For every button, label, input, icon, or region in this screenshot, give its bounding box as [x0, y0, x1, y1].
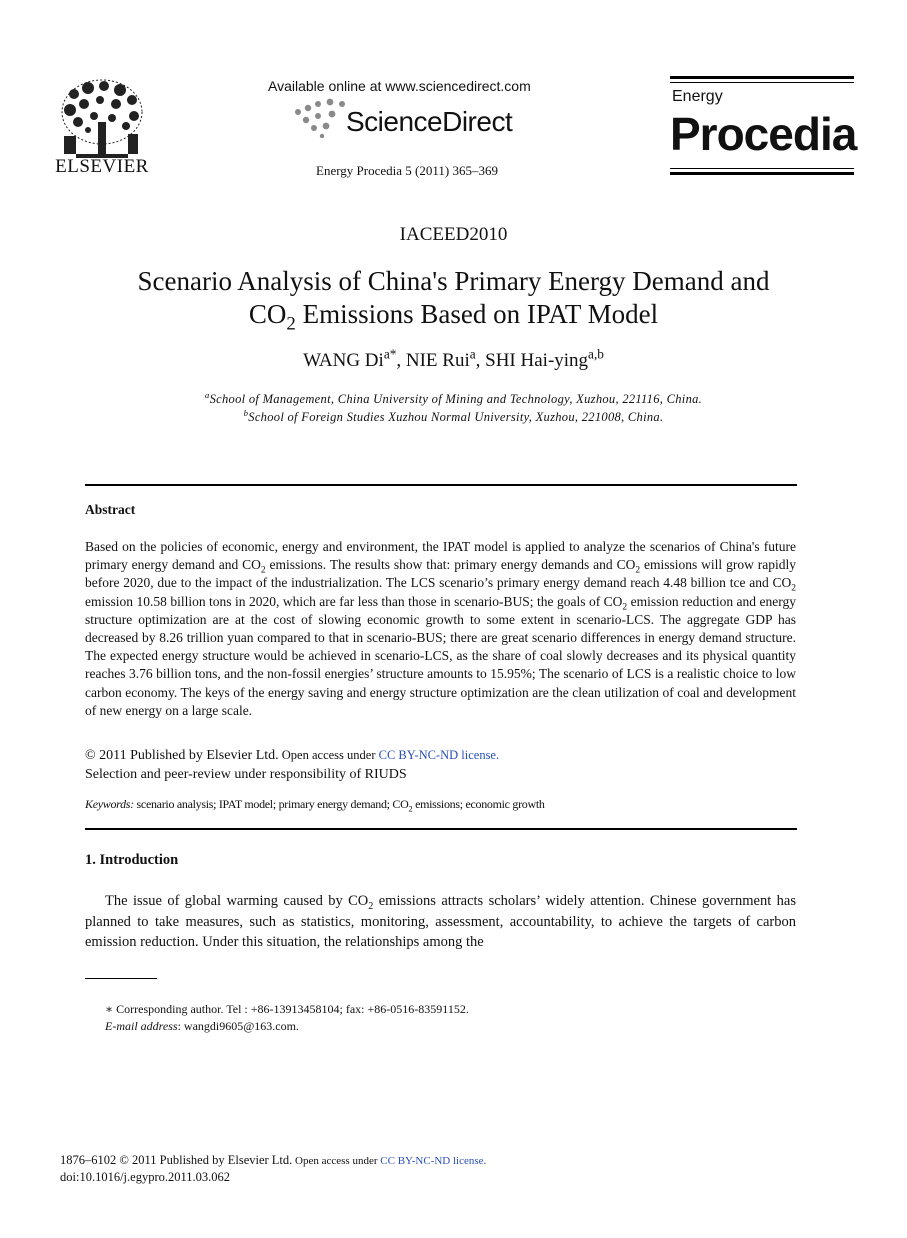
keywords-label: Keywords: [85, 797, 134, 811]
journal-name-small: Energy [672, 88, 723, 105]
author-shi-hai-ying: , SHI Hai-ying [475, 350, 589, 371]
author-list: WANG $Di^{a*}$, NIE Rui$^a$, SHI Hai-ying$^{a,b}$ [303, 346, 604, 371]
journal-reference: Energy Procedia 5 (2011) 365–369 [316, 163, 498, 178]
journal-name-big: Procedia [670, 108, 857, 160]
footer-doi: doi:10.1016/j.egypro.2011.03.062 [60, 1170, 231, 1184]
affiliations [0, 390, 907, 426]
footer-license-link[interactable]: CC BY-NC-ND license. [380, 1155, 487, 1167]
peer-review-line: Selection and peer-review under responsibility of RIUDS [85, 767, 407, 782]
email-label: E-mail address [105, 1019, 178, 1033]
sciencedirect-wordmark: ScienceDirect [346, 106, 513, 137]
footnote-rule [85, 978, 157, 979]
affiliation-a: $^a$School of Management, China University of Mining and Technology, Xuzhou, 221116, China. [204, 389, 703, 406]
email-note: E-mail address: wangdi9605@163.com. [105, 1019, 299, 1033]
conference-name: IACEED2010 [399, 224, 508, 245]
paper-title [60, 265, 847, 335]
title-line-2: $CO_2$ Emissions Based on IPAT Model [248, 299, 659, 335]
copyright-text: © 2011 Published by Elsevier Ltd. [85, 748, 279, 763]
title-line-1: Scenario Analysis of China's Primary Energy Demand and [137, 266, 770, 296]
keywords-line: Keywords: scenario analysis; IPAT model; primary energy demand; $CO_2$ emissions; economic growth [85, 797, 545, 814]
abstract-heading: Abstract [85, 502, 136, 517]
sciencedirect-dots-icon [292, 98, 352, 138]
asterisk-mark: ∗ [105, 1002, 114, 1016]
energy-procedia-logo [670, 74, 857, 178]
publisher-name: ELSEVIER [55, 156, 149, 177]
abstract-body: Based on the policies of economic, energy and environment, the IPAT model is applied to analyze the scenarios of China's future primary energy demand and $CO_2$ emissions. The results show that: primary energy demands and $CO_2$ emissions will grow rapidly before 2020, due to the impact of the industrialization. The LCS scenario’s primary energy demand reach 4.48 billion tce and $CO_2$ emission 10.58 billion tons in 2020, which are far less than those in scenario-BUS; the goals of $CO_2$ emission reduction and energy structure optimization are at the cost of slowing economic growth to some extent in scenario-LCS. The aggregate GDP has decreased by 8.26 trillion yuan compared to that in scenario-BUS; there are great scenario differences in energy demand structure. The expected energy structure would be achieved in scenario-LCS, as the share of coal slowly decreases and its physical quantity reaches 3.76 billion tons, and the non-fossil energies’ structure amounts to 15.95%; The scenario of LCS is a realistic choice to low carbon economy. The keys of the energy saving and energy structure optimization are the clean utilization of coal and development of new energy on a large scale. [85, 539, 796, 718]
author-nie-rui: , NIE Rui [396, 350, 470, 371]
affiliation-b: $^b$School of Foreign Studies Xuzhou Normal University, Xuzhou, 221008, China. [243, 407, 664, 424]
sciencedirect-logo [292, 98, 532, 142]
author-wang-di: WANG Di [303, 350, 384, 371]
copyright-line: © 2011 Published by Elsevier Ltd. Open access under CC BY-NC-ND license. [85, 748, 500, 763]
elsevier-logo [54, 74, 150, 178]
footer-issn-line: 1876–6102 © 2011 Published by Elsevier Ltd. Open access under CC BY-NC-ND license. [60, 1153, 487, 1167]
introduction-body: The issue of global warming caused by $CO_2$ emissions attracts scholars’ widely attention. Chinese government has planned to take measures, such as statistics, monitoring, assessment, accountability, to achieve the targets of carbon emission reduction. Under this situation, the relationships among the [85, 893, 796, 950]
available-online: Available online at www.sciencedirect.com [268, 78, 531, 94]
corresponding-author-note: ∗ Corresponding author. Tel : +86-13913458104; fax: +86-0516-83591152. [105, 1002, 469, 1016]
introduction-heading: 1. Introduction [85, 852, 179, 868]
abstract-top-rule [85, 484, 797, 486]
abstract-bottom-rule [85, 828, 797, 830]
license-link[interactable]: CC BY-NC-ND license. [378, 748, 500, 762]
